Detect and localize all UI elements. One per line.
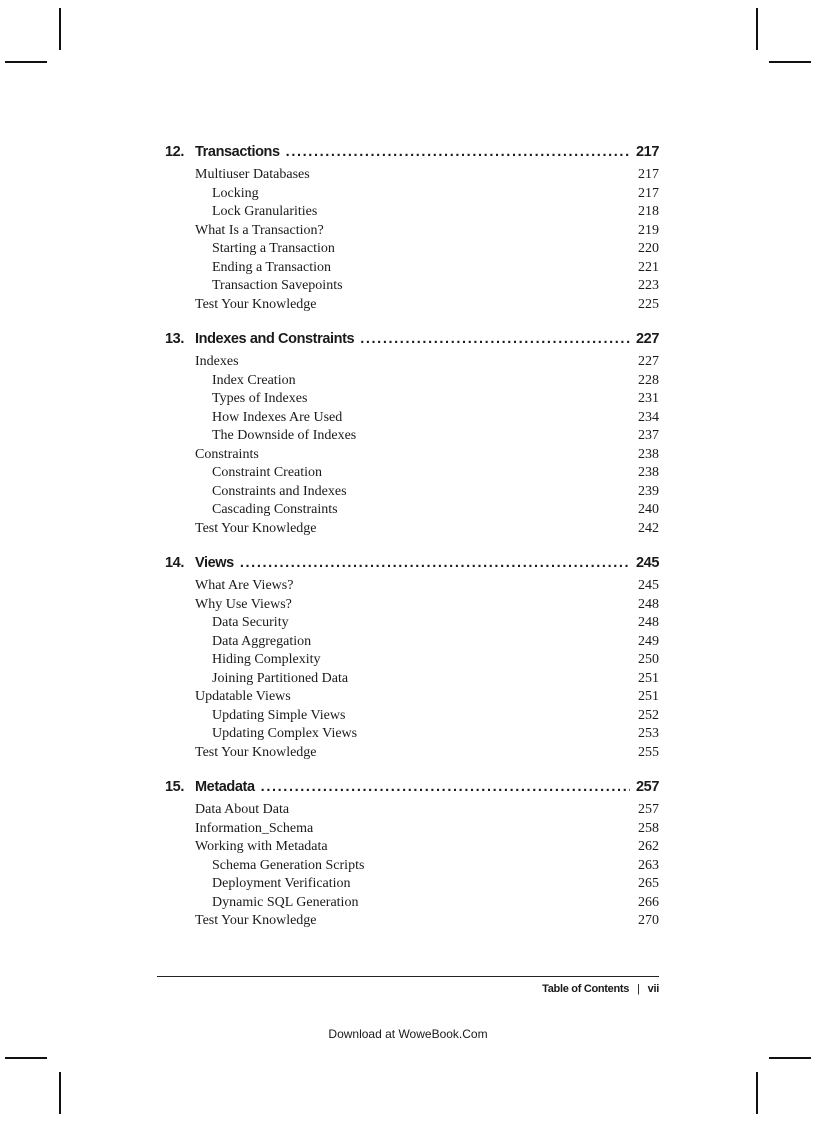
entry-page-number: 234: [638, 409, 659, 425]
crop-mark-top-left-vertical: [59, 8, 61, 50]
entry-label: Dynamic SQL Generation: [212, 894, 359, 910]
entry-page-number: 238: [638, 465, 659, 480]
entry-page-number: 231: [638, 391, 659, 406]
entry-page-number: 240: [638, 502, 659, 517]
entry-label: Updating Simple Views: [212, 707, 346, 723]
toc-entry[interactable]: [165, 651, 659, 670]
crop-mark-top-right-vertical: [756, 8, 758, 50]
entry-label: How Indexes Are Used: [212, 409, 343, 425]
entry-label: Cascading Constraints: [212, 502, 338, 517]
entry-page-number: 242: [638, 520, 659, 536]
table-of-contents: [165, 144, 659, 948]
toc-entry[interactable]: [165, 894, 659, 913]
toc-entry[interactable]: [165, 240, 659, 259]
footer-label: Table of Contents: [542, 983, 630, 995]
toc-entry[interactable]: [165, 801, 659, 820]
footer-page-number: vii: [647, 983, 659, 995]
crop-mark-bottom-right-vertical: [756, 1072, 758, 1114]
entry-label: Test Your Knowledge: [195, 913, 317, 928]
entry-page-number: 255: [638, 744, 659, 760]
crop-mark-bottom-right-horizontal: [769, 1057, 811, 1059]
entry-page-number: 239: [638, 483, 659, 499]
entry-page-number: 218: [638, 204, 659, 219]
entry-page-number: 221: [638, 259, 659, 275]
entry-page-number: 220: [638, 241, 659, 256]
entry-label: Deployment Verification: [212, 876, 351, 891]
toc-chapter: [165, 555, 659, 762]
footer-rule: [157, 976, 659, 977]
entry-page-number: 258: [638, 820, 659, 836]
chapter-number: 14.: [165, 555, 184, 571]
toc-chapter: [165, 331, 659, 538]
toc-entry[interactable]: [165, 577, 659, 596]
entry-page-number: 225: [638, 296, 659, 312]
toc-chapter: [165, 144, 659, 314]
dot-leader: [240, 555, 630, 571]
toc-entry[interactable]: [165, 483, 659, 502]
entry-label: Constraint Creation: [212, 465, 323, 480]
entry-page-number: 249: [638, 633, 659, 649]
entry-label: Why Use Views?: [195, 596, 292, 612]
chapter-page-number: 217: [636, 144, 659, 160]
entry-label: Schema Generation Scripts: [212, 857, 365, 873]
entry-label: The Downside of Indexes: [212, 428, 357, 443]
chapter-number: 13.: [165, 331, 184, 347]
entry-page-number: 248: [638, 596, 659, 612]
entry-page-number: 227: [638, 354, 659, 369]
entry-label: Transaction Savepoints: [212, 278, 343, 293]
chapter-heading[interactable]: [165, 555, 659, 577]
entry-page-number: 251: [638, 689, 659, 704]
crop-mark-bottom-left-vertical: [59, 1072, 61, 1114]
toc-entry[interactable]: [165, 296, 659, 315]
entry-label: Starting a Transaction: [212, 241, 335, 256]
entry-label: Lock Granularities: [212, 204, 318, 219]
dot-leader: [261, 779, 630, 795]
entry-label: Ending a Transaction: [212, 259, 331, 275]
crop-mark-bottom-left-horizontal: [5, 1057, 47, 1059]
toc-entry[interactable]: [165, 501, 659, 520]
entry-page-number: 253: [638, 726, 659, 741]
toc-entry[interactable]: [165, 707, 659, 726]
entry-label: Data About Data: [195, 802, 290, 817]
entry-label: Multiuser Databases: [195, 167, 310, 182]
toc-entry[interactable]: [165, 912, 659, 931]
entry-page-number: 252: [638, 707, 659, 723]
chapter-number: 15.: [165, 779, 184, 795]
toc-entry[interactable]: [165, 203, 659, 222]
chapter-title: Indexes and Constraints: [195, 331, 355, 347]
entry-page-number: 219: [638, 222, 659, 238]
entry-label: What Are Views?: [195, 578, 294, 593]
page-footer: [542, 983, 659, 995]
chapter-heading[interactable]: [165, 331, 659, 353]
crop-mark-top-left-horizontal: [5, 61, 47, 63]
toc-entry[interactable]: [165, 409, 659, 428]
dot-leader: [286, 144, 630, 160]
toc-entry[interactable]: [165, 875, 659, 894]
toc-entry[interactable]: [165, 277, 659, 296]
crop-mark-top-right-horizontal: [769, 61, 811, 63]
chapter-page-number: 227: [636, 331, 659, 347]
entry-label: Data Aggregation: [212, 633, 312, 649]
toc-entry[interactable]: [165, 633, 659, 652]
entry-page-number: 270: [638, 913, 659, 928]
entry-label: Test Your Knowledge: [195, 744, 317, 760]
entry-page-number: 238: [638, 446, 659, 462]
entry-label: Updatable Views: [195, 689, 291, 704]
entry-page-number: 245: [638, 578, 659, 593]
toc-entry[interactable]: [165, 259, 659, 278]
chapter-title: Transactions: [195, 144, 280, 160]
entry-label: Updating Complex Views: [212, 726, 358, 741]
entry-label: Working with Metadata: [195, 839, 328, 854]
toc-entry[interactable]: [165, 725, 659, 744]
entry-label: Test Your Knowledge: [195, 520, 317, 536]
entry-label: Joining Partitioned Data: [212, 670, 349, 686]
toc-entry[interactable]: [165, 520, 659, 539]
entry-label: What Is a Transaction?: [195, 222, 324, 238]
footer-separator: |: [637, 983, 640, 995]
chapter-page-number: 245: [636, 555, 659, 571]
toc-entry[interactable]: [165, 464, 659, 483]
toc-entry[interactable]: [165, 222, 659, 241]
entry-label: Constraints and Indexes: [212, 483, 347, 499]
entry-page-number: 250: [638, 652, 659, 667]
toc-entry[interactable]: [165, 670, 659, 689]
entry-label: Test Your Knowledge: [195, 296, 317, 312]
toc-entry[interactable]: [165, 166, 659, 185]
entry-page-number: 217: [638, 167, 659, 182]
toc-entry[interactable]: [165, 427, 659, 446]
chapter-number: 12.: [165, 144, 184, 160]
chapter-page-number: 257: [636, 779, 659, 795]
toc-entry[interactable]: [165, 838, 659, 857]
download-note: Download at WoweBook.Com: [328, 1027, 488, 1041]
entry-label: Indexes: [195, 354, 239, 369]
entry-page-number: 248: [638, 615, 659, 630]
toc-entry[interactable]: [165, 372, 659, 391]
toc-entry[interactable]: [165, 614, 659, 633]
entry-label: Locking: [212, 185, 259, 201]
toc-entry[interactable]: [165, 390, 659, 409]
entry-page-number: 265: [638, 876, 659, 891]
toc-entry[interactable]: [165, 857, 659, 876]
entry-label: Information_Schema: [195, 820, 314, 836]
chapter-title: Metadata: [195, 779, 255, 795]
toc-entry[interactable]: [165, 446, 659, 465]
entry-page-number: 217: [638, 185, 659, 201]
toc-entry[interactable]: [165, 820, 659, 839]
entry-page-number: 251: [638, 670, 659, 686]
chapter-title: Views: [195, 555, 234, 571]
entry-label: Index Creation: [212, 372, 296, 388]
entry-page-number: 263: [638, 857, 659, 873]
entry-page-number: 237: [638, 428, 659, 443]
toc-entry[interactable]: [165, 688, 659, 707]
toc-chapter: [165, 779, 659, 931]
dot-leader: [360, 331, 630, 347]
toc-entry[interactable]: [165, 744, 659, 763]
entry-page-number: 266: [638, 894, 659, 910]
entry-page-number: 228: [638, 372, 659, 388]
entry-label: Types of Indexes: [212, 391, 308, 406]
toc-entry[interactable]: [165, 596, 659, 615]
entry-page-number: 257: [638, 802, 659, 817]
toc-entry[interactable]: [165, 185, 659, 204]
chapter-heading[interactable]: [165, 779, 659, 801]
entry-label: Constraints: [195, 446, 259, 462]
chapter-heading[interactable]: [165, 144, 659, 166]
entry-label: Data Security: [212, 615, 289, 630]
entry-label: Hiding Complexity: [212, 652, 321, 667]
entry-page-number: 262: [638, 839, 659, 854]
toc-entry[interactable]: [165, 353, 659, 372]
entry-page-number: 223: [638, 278, 659, 293]
